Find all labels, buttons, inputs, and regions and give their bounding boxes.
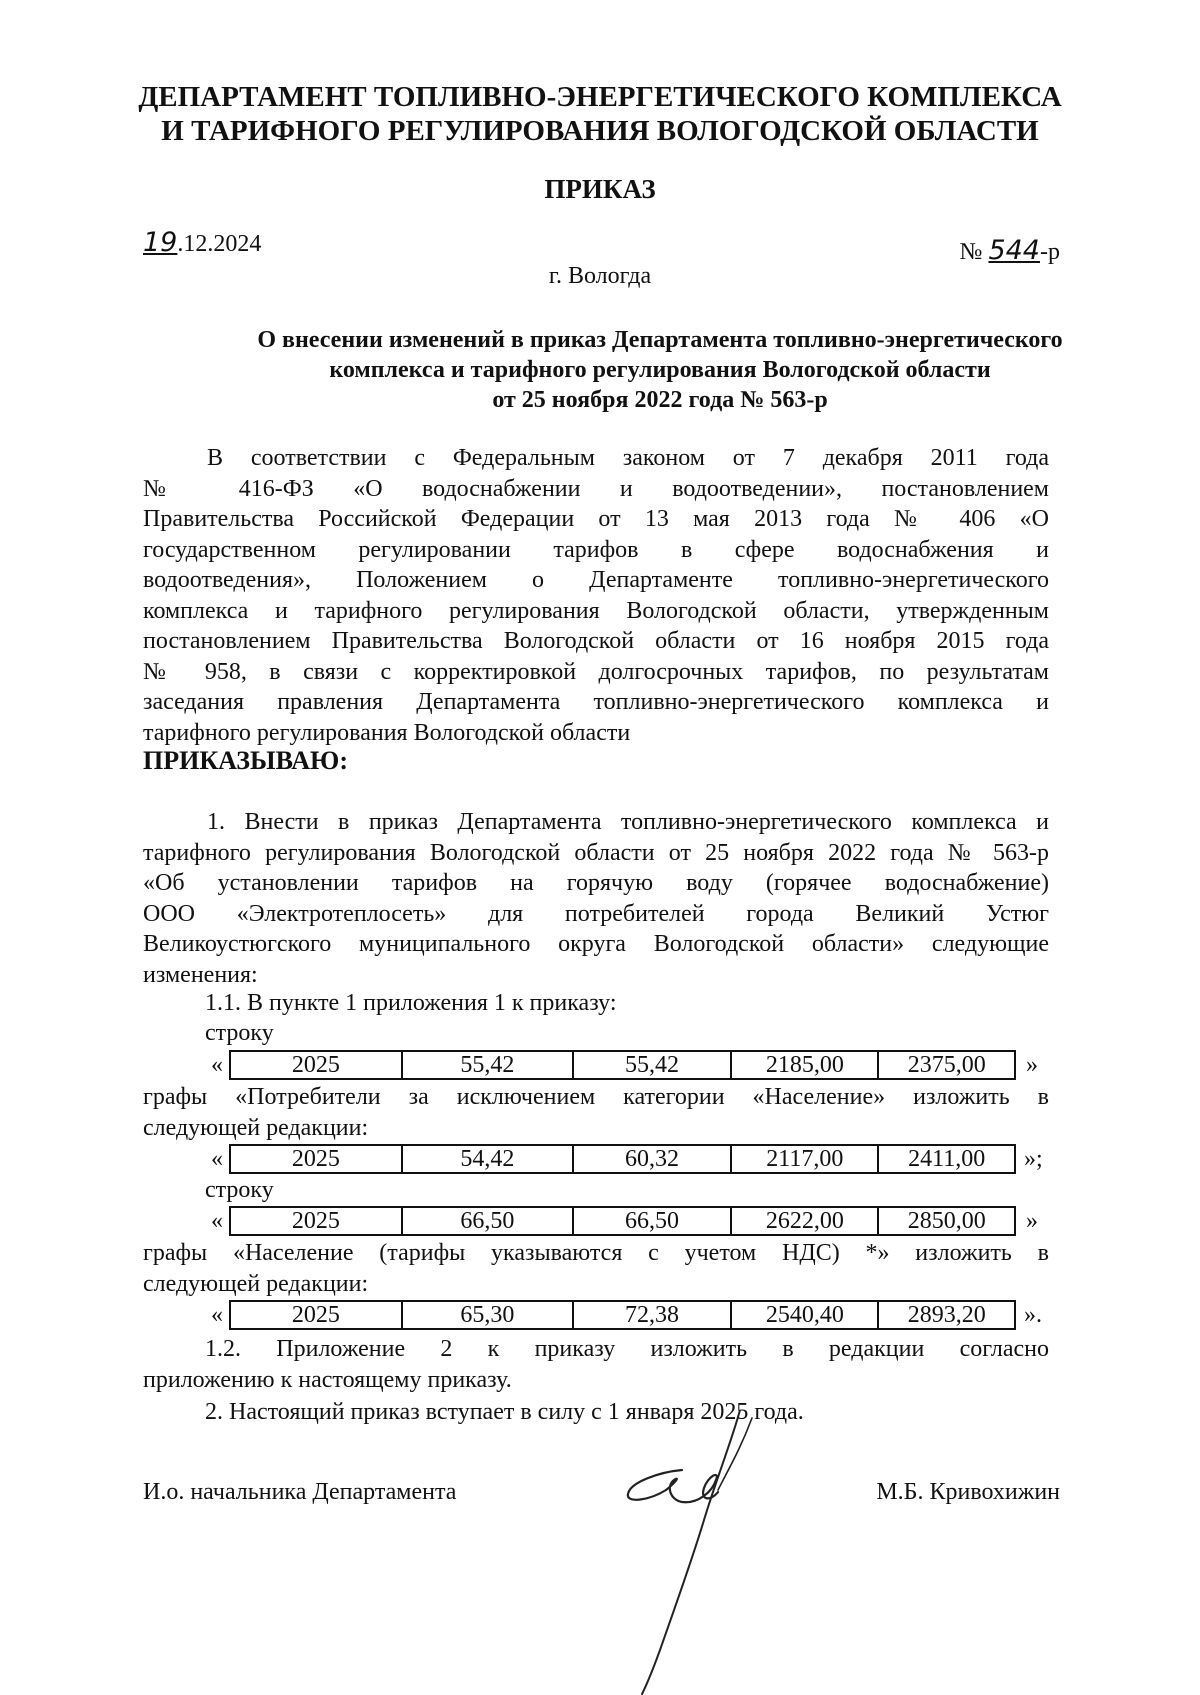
item-2: 2. Настоящий приказ вступает в силу с 1 января 2025 года. (205, 1399, 804, 1425)
preamble-line-8: № 958, в связи с корректировкой долгосрочных тарифов, по результатам (143, 658, 1049, 685)
document-city: г. Вологда (548, 263, 652, 289)
graph-1-line-2: следующей редакции: (143, 1114, 369, 1141)
item-1-line-5: Великоустюгского муниципального округа Вологодской области» следующие (143, 931, 1049, 957)
preamble-line-9: заседания правления Департамента топливно-энергетического комплекса и (143, 689, 1049, 715)
cell-value: 72,38 (573, 1301, 731, 1329)
graph-1-line-1: графы «Потребители за исключением категории «Население» изложить в (143, 1084, 1049, 1110)
quote-close-1: » (1026, 1052, 1038, 1078)
item-1-1: 1.1. В пункте 1 приложения 1 к приказу: (205, 990, 617, 1016)
item-1-2-line-1: 1.2. Приложение 2 к приказу изложить в редакции согласно (205, 1336, 1049, 1362)
tariff-row-old-2 (229, 1206, 1016, 1236)
preamble-line-4: государственном регулировании тарифов в сфере водоснабжения и (143, 536, 1049, 563)
cell-value: 65,30 (402, 1301, 573, 1329)
preamble-line-3: Правительства Российской Федерации от 13 мая 2013 года № 406 «О (143, 506, 1049, 532)
tariff-row-new-1 (229, 1144, 1016, 1174)
item-1-line-4: ООО «Электротеплосеть» для потребителей города Великий Устюг (143, 900, 1049, 927)
graph-1-text (143, 1082, 1049, 1143)
item-1-line-2: тарифного регулирования Вологодской области от 25 ноября 2022 года № 563-р (143, 839, 1049, 866)
cell-value: 2850,00 (878, 1207, 1015, 1235)
item-1-line-6: изменения: (143, 961, 258, 988)
preamble-line-10: тарифного регулирования Вологодской области (143, 719, 631, 746)
date-month-year: .12.2024 (177, 231, 262, 257)
cell-value: 2622,00 (731, 1207, 878, 1235)
tariff-row-old-1 (229, 1050, 1016, 1080)
number-sign: № (959, 239, 983, 265)
order-word: ПРИКАЗЫВАЮ: (143, 746, 348, 775)
preamble-line-2: № 416-ФЗ «О водоснабжении и водоотведении», постановлением (143, 475, 1049, 502)
date-day-handwritten: 19 (143, 227, 178, 258)
document-type: ПРИКАЗ (544, 174, 656, 204)
title-line-1: О внесении изменений в приказ Департамента топливно-энергетического (257, 327, 1063, 353)
cell-value: 2540,40 (731, 1301, 878, 1329)
cell-year: 2025 (230, 1301, 402, 1329)
word-row-2: строку (205, 1177, 274, 1203)
item-1 (143, 807, 1049, 990)
cell-value: 55,42 (402, 1051, 573, 1079)
cell-value: 2117,00 (731, 1145, 878, 1173)
quote-close-3: » (1026, 1208, 1038, 1234)
cell-value: 2375,00 (878, 1051, 1015, 1079)
department-name-line-1: ДЕПАРТАМЕНТ ТОПЛИВНО-ЭНЕРГЕТИЧЕСКОГО КОМПЛЕКСА (138, 81, 1062, 113)
graph-2-line-1: графы «Население (тарифы указываются с учетом НДС) *» изложить в (143, 1240, 1049, 1266)
item-1-line-3: «Об установлении тарифов на горячую воду (горячее водоснабжение) (143, 870, 1049, 896)
preamble (143, 443, 1049, 748)
signatory-name: М.Б. Кривохижин (876, 1479, 1060, 1505)
preamble-line-5: водоотведения», Положением о Департаменте топливно-энергетического (143, 567, 1049, 593)
number-suffix: -р (1040, 239, 1060, 265)
document-date (143, 228, 261, 259)
cell-year: 2025 (230, 1051, 402, 1079)
cell-value: 55,42 (573, 1051, 731, 1079)
quote-open-4: « (211, 1302, 223, 1328)
handwritten-signature (620, 1410, 760, 1695)
title-line-2: комплекса и тарифного регулирования Вологодской области (329, 357, 991, 383)
cell-value: 2411,00 (878, 1145, 1015, 1173)
number-value-handwritten: 544 (988, 235, 1040, 266)
cell-value: 2893,20 (878, 1301, 1015, 1329)
preamble-line-1: В соответствии с Федеральным законом от 7 декабря 2011 года (207, 445, 1049, 471)
quote-open-3: « (211, 1208, 223, 1234)
cell-value: 66,50 (573, 1207, 731, 1235)
cell-year: 2025 (230, 1145, 402, 1173)
cell-year: 2025 (230, 1207, 402, 1235)
cell-value: 54,42 (402, 1145, 573, 1173)
preamble-line-7: постановлением Правительства Вологодской области от 16 ноября 2015 года (143, 628, 1049, 654)
item-1-2-line-2: приложению к настоящему приказу. (143, 1366, 512, 1393)
cell-value: 60,32 (573, 1145, 731, 1173)
signatory-position: И.о. начальника Департамента (143, 1479, 457, 1505)
tariff-row-new-2 (229, 1300, 1016, 1330)
quote-open-2: « (211, 1146, 223, 1172)
cell-value: 66,50 (402, 1207, 573, 1235)
quote-open-1: « (211, 1052, 223, 1078)
cell-value: 2185,00 (731, 1051, 878, 1079)
item-1-2 (143, 1334, 1049, 1395)
word-row-1: строку (205, 1020, 274, 1046)
quote-close-4: ». (1024, 1302, 1042, 1328)
department-name-line-2: И ТАРИФНОГО РЕГУЛИРОВАНИЯ ВОЛОГОДСКОЙ ОБЛАСТИ (161, 115, 1039, 147)
graph-2-text (143, 1238, 1049, 1299)
title-line-3: от 25 ноября 2022 года № 563-р (492, 387, 828, 413)
preamble-line-6: комплекса и тарифного регулирования Вологодской области, утвержденным (143, 597, 1049, 624)
item-1-line-1: 1. Внести в приказ Департамента топливно-энергетического комплекса и (207, 809, 1049, 835)
graph-2-line-2: следующей редакции: (143, 1270, 369, 1297)
quote-close-2: »; (1024, 1146, 1043, 1172)
